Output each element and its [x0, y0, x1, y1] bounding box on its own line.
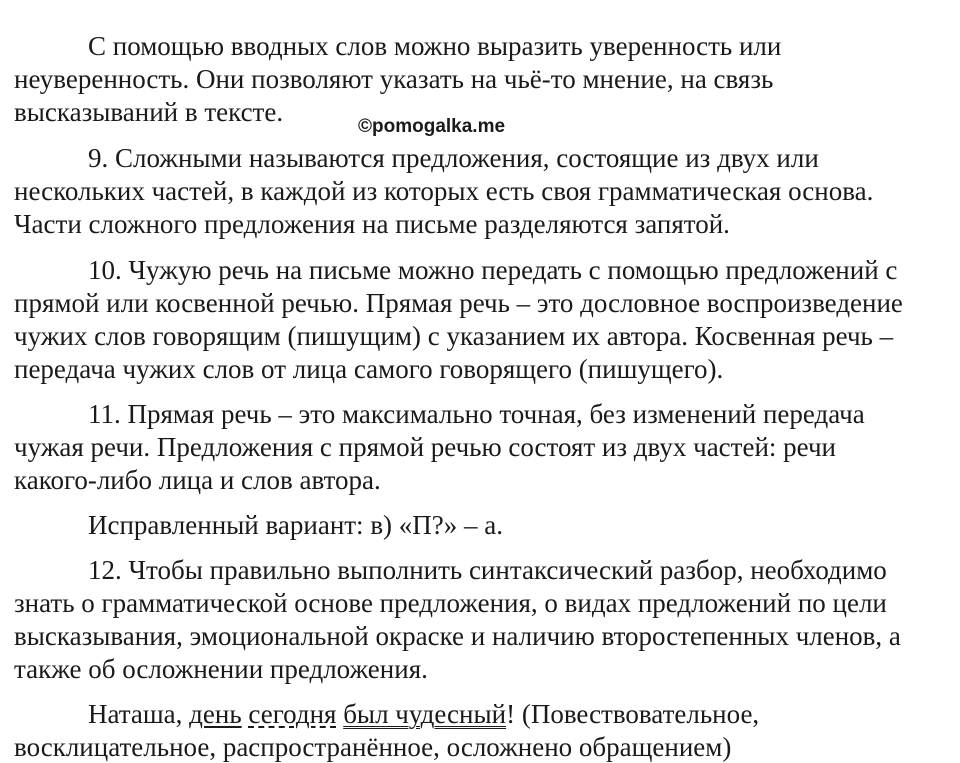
example-word-natasha: Наташа,	[88, 699, 190, 729]
example-word-den-subject: день	[189, 699, 242, 729]
watermark: ©pomogalka.me	[358, 116, 506, 137]
paragraph-11-line-1: 11. Прямая речь – это максимально точная, без изменений передача	[88, 399, 865, 429]
paragraph-9-line-3: Части сложного предложения на письме разделяются запятой.	[14, 209, 730, 239]
paragraph-9-line-1: 9. Сложными называются предложения, состоящие из двух или	[88, 143, 819, 173]
example-word-byl-chudesny-predicate: был чудесный	[343, 699, 507, 729]
paragraph-12-line-3: высказывания, эмоциональной окраске и наличию второстепенных членов, а	[14, 621, 901, 651]
example-sentence-line-2: восклицательное, распространённое, осложнено обращением)	[14, 732, 732, 762]
paragraph-10-line-1: 10. Чужую речь на письме можно передать с помощью предложений с	[88, 255, 898, 285]
paragraph-10-line-2: прямой или косвенной речью. Прямая речь – это дословное воспроизведение	[14, 288, 903, 318]
corrected-variant-line: Исправленный вариант: в) «П?» – а.	[88, 510, 504, 540]
paragraph-12-line-1: 12. Чтобы правильно выполнить синтаксический разбор, необходимо	[88, 555, 887, 585]
paragraph-9-line-2: нескольких частей, в каждой из которых есть своя грамматическая основа.	[14, 176, 874, 206]
paragraph-11-line-3: какого-либо лица и слов автора.	[14, 465, 381, 495]
paragraph-10-line-4: передача чужих слов от лица самого говорящего (пишущего).	[14, 354, 724, 384]
paragraph-11-line-2: чужая речи. Предложения с прямой речью состоят из двух частей: речи	[14, 432, 836, 462]
example-sentence-line-1	[88, 698, 759, 730]
paragraph-10-line-3: чужих слов говорящим (пишущим) с указанием их автора. Косвенная речь –	[14, 321, 894, 351]
example-word-segodnya-adverbial: сегодня	[248, 699, 337, 729]
paragraph-12-line-2: знать о грамматической основе предложения, о видах предложений по цели	[14, 588, 887, 618]
paragraph-intro-line-3: высказываний в тексте.	[14, 97, 284, 127]
paragraph-intro-line-1: С помощью вводных слов можно выразить уверенность или	[88, 31, 782, 61]
example-sentence-rest: ! (Повествовательное,	[506, 699, 760, 729]
paragraph-intro-line-2: неуверенность. Они позволяют указать на чьё-то мнение, на связь	[14, 64, 774, 94]
paragraph-12-line-4: также об осложнении предложения.	[14, 654, 428, 684]
